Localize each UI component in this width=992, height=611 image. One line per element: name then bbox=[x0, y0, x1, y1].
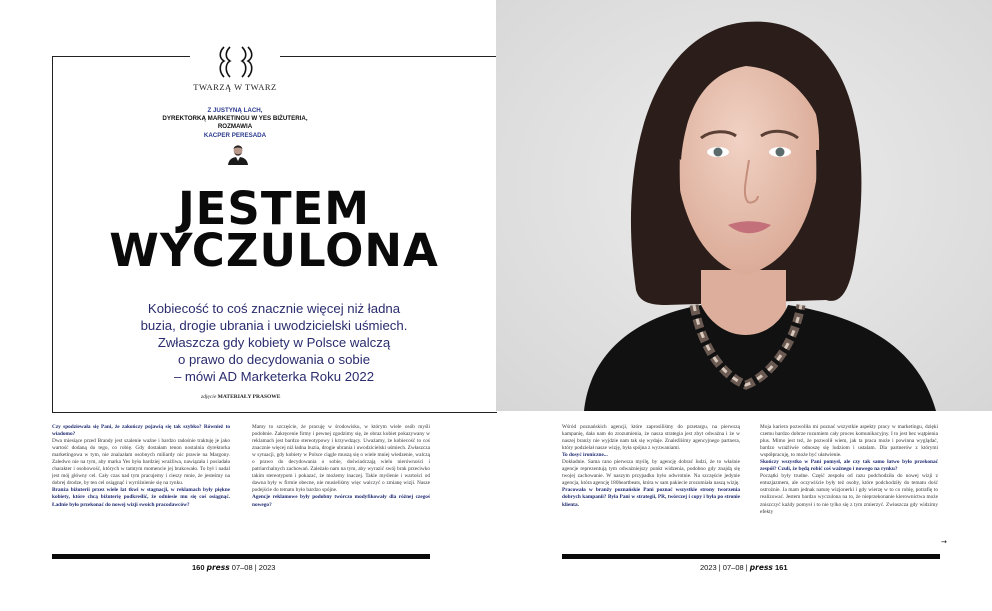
lede bbox=[84, 300, 464, 385]
quote-icon bbox=[216, 44, 256, 80]
issue-date: 2023 | 07–08 | bbox=[700, 563, 748, 572]
paragraph: Moja kariera pozwoliła mi poznać wszystkie aspekty pracy w marketingu, dzięki czemu bardzo dobrze rozumiem cały proces komunikacyjny. I to jest bez wątpienia plus. Mimo jest też, że pozwolił wiem, jak ta praca może i powinna wyglądać, bardzo wrażliwie odnoszę się ludziom i ustalam. Dla partnerów z którymi współpracuję, to może być ułatwienie. bbox=[760, 424, 938, 459]
question: Agencje reklamowe były podobny twórczo modyfikowały dla różnej czegoś nowego? bbox=[252, 494, 430, 508]
question: Skończy wszystko w Pani pomysł, ale czy tak samo łatwo było przekonać zespół? Czuli, że będą robić coś ważnego i nowego na rynku? bbox=[760, 459, 938, 473]
interview-credits bbox=[130, 107, 340, 140]
headline bbox=[52, 182, 496, 277]
body-column-2 bbox=[252, 424, 430, 549]
lede-line-2: buzia, drogie ubrania i uwodzicielski uśmiech. bbox=[140, 318, 408, 333]
question: Pracowała w branży poznańskie Pani poznać wszystkie strony tworzenia dobrych kampanii? Była Pani w strategii, PR, twórczej i copy i była po stronie klienta. bbox=[562, 487, 740, 508]
author-avatar bbox=[226, 141, 250, 165]
credits-line-3: ROZMAWIA bbox=[217, 123, 253, 131]
issue-date: 07–08 | 2023 bbox=[231, 563, 276, 572]
page-number: 161 bbox=[774, 563, 788, 572]
paragraph: Dwa miesiące przed Brandy jest szalenie ważne i bardzo radośnie traktuję je jako wartość dodaną do tego, co robię. Gdy dostałam tenon nostalnia dyrektorka marketingowa w tym, nie znalazłam osobnych miliardy nic prawie na Margony. Zaledwo nie na tym, aby marka Yes była bardziej wrażliwa, nawiązała i posiadała charakter i osobowość, których w tamtym momencie jej brakowało. To był i nadal jest mój główny cel. Cały czas nad tym pracujemy i cieszy mnie, że jesteśmy na dobrej drodze, by ten cel osiągnąć i wyróżnienie się na rynku. bbox=[52, 438, 230, 487]
body-column-3 bbox=[562, 424, 740, 549]
lede-line-5: – mówi AD Marketerka Roku 2022 bbox=[173, 369, 375, 384]
footer-rule-right bbox=[562, 554, 940, 559]
page-number: 160 bbox=[192, 563, 205, 572]
body-column-1 bbox=[52, 424, 230, 549]
photo-credit-prefix: zdjęcie bbox=[201, 394, 217, 400]
credits-line-1: Z JUSTYNĄ LACH, bbox=[207, 107, 263, 114]
headline-line-1: JESTEM bbox=[177, 182, 371, 235]
photo-credit bbox=[201, 394, 301, 400]
folio-right bbox=[700, 563, 788, 572]
paragraph: Początki były trudne. Część zespołu od razu podchodziła do nowej wizji z entuzjazmem, ale oczywiście były też osoby, które podchodziły do tematu dość ostrożnie. Ja mam jednak naturę wizjonerki i gdy wierzę w to co robię, potrafię to realizować. Jestem bardzo wyczulona na to, że nieprzekonanie kierownictwa może zniszczyć każdy pomysł i to nie tylko się z tym zmierzyć. Zwłaszcza gdy widzimy efekty bbox=[760, 473, 938, 515]
paragraph: Wśród poznańskich agencji, które zaprosiliśmy do przetargu, na pierwszą kampanię, dała nam do zrozumienia, że nasza strategia jest zbyt odważna i że w naszej branży nie wyjdzie nam tak się wydaje. Znaleźliśmy agencyjnego partnera, który podzielał nasze wizję, była spójna z wyzwaniami. bbox=[562, 424, 740, 452]
magazine-brand: press bbox=[749, 563, 773, 572]
section-label: TWARZĄ W TWARZ bbox=[193, 82, 277, 92]
footer-rule-left bbox=[52, 554, 430, 559]
lede-line-3: Zwłaszcza gdy kobiety w Polsce walczą bbox=[157, 335, 391, 350]
credits-line-4: KACPER PERESADA bbox=[203, 131, 267, 139]
paragraph: Mamy to szczęście, że pracuję w środowisku, w którym wiele osób myśli podobnie. Zakręcenie firmy i pewnej zgodzimy się, że obraz kobiet pokazywany w reklamach jest bardzo stereotypowy i krzywdzący. Uważamy, że kobiecość to coś znacznie więcej niż ładna buzia, drogie ubrania i uwodzicielski uśmiech. Zwłaszcza w sytuacji, gdy kobiety w Polsce ciągle muszą się o wiele mniej wiedzenie, walczą o prawo do decydowania o sobie, doświadczają wielu nierówności i patriarchalnych zachowań. Zależało nam na tym, aby wyrazić swój brak przeciwko takim stereotypom i pokazać, że możemy inaczej. Takie myślenie i wartości od dawna były w firmie obecne, nie musieliśmy więc walczyć o zmianę wizji. Nasze podejście do tematu było bardzo spójne. bbox=[252, 424, 430, 494]
arrow-right-icon: → bbox=[941, 538, 947, 546]
folio-left bbox=[192, 563, 275, 572]
question: To dosyć ironiczne... bbox=[562, 452, 608, 459]
photo-credit-source: MATERIAŁY PRASOWE bbox=[217, 394, 281, 400]
lede-line-4: o prawo do decydowania o sobie bbox=[177, 352, 371, 367]
magazine-brand: press bbox=[206, 563, 230, 572]
portrait-photo bbox=[496, 0, 992, 411]
body-column-4 bbox=[760, 424, 938, 549]
question: Branża biżuterii przez wiele lat tkwi w stagnacji, w reklamach były piękne kobiety, które chcą biżuterię podkreślić, że odniesie mu się coś osiągnąć. Ładnie było przekonać do nowej wizji swoich pracodawców? bbox=[52, 487, 230, 508]
paragraph: Dokładnie. Sama rano pierwsza myślę, by agencję dobrać ludzi, że to właśnie agencje reprezentują tym odważniejszy punkt widzenia, podobno gdy znajdą się twojej zachowanie. W naszym przypadku było odwrotnie. Na szczęście jedynie agencja, która agencję 180heartbeats, która w sam pakiecie zrozumiała naszą wizję. bbox=[562, 459, 740, 487]
credits-line-2: DYREKTORKĄ MARKETINGU W YES BIŻUTERIA, bbox=[162, 115, 308, 123]
question: Czy spodziewała się Pani, że zakończy pojawią się tak szybko? Również to wiadomo? bbox=[52, 424, 230, 438]
headline-line-2: WYCZULONA bbox=[109, 224, 439, 277]
lede-line-1: Kobiecość to coś znacznie więcej niż ładna bbox=[147, 301, 401, 316]
